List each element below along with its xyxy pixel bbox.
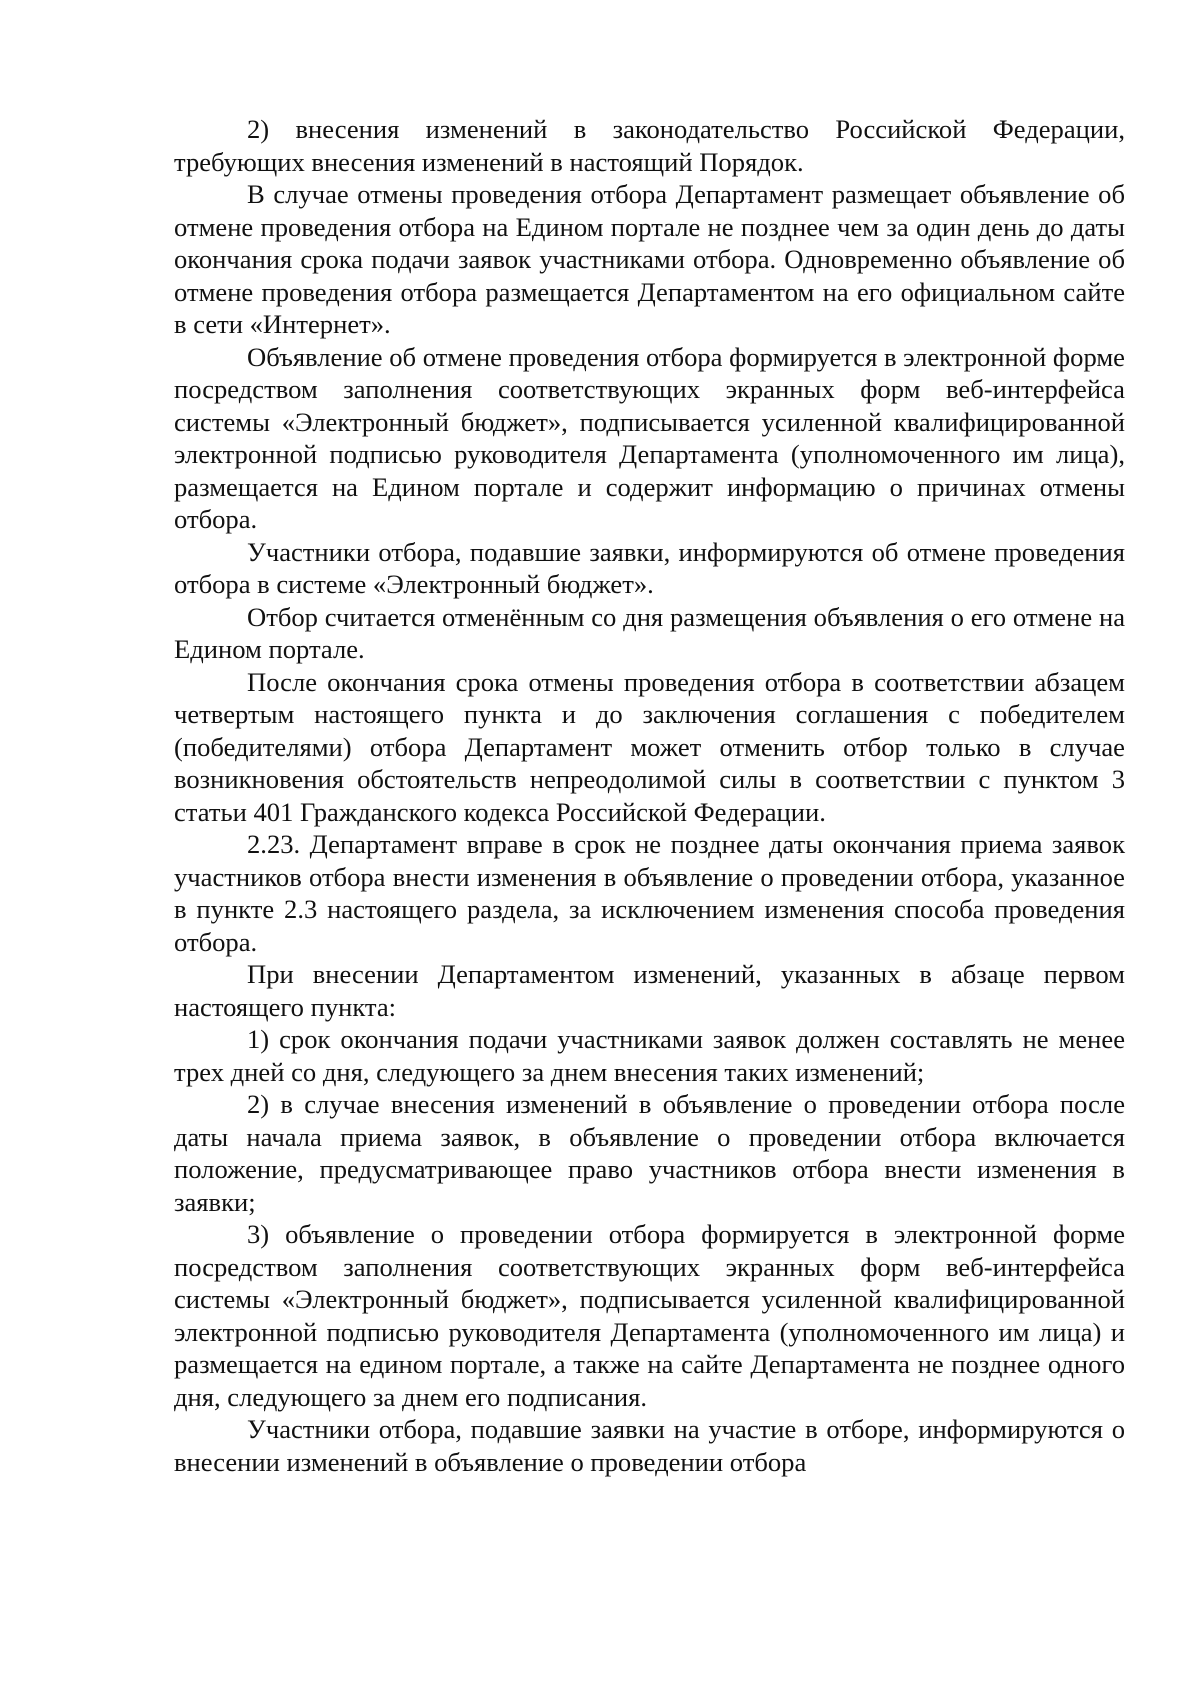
paragraph-9: 1) срок окончания подачи участниками заявок должен составлять не менее трех дней со дня, следующего за днем внесения таких изменений; bbox=[174, 1024, 1125, 1087]
paragraph-5: Отбор считается отменённым со дня размещения объявления о его отмене на Едином портале. bbox=[174, 601, 1125, 664]
paragraph-10: 2) в случае внесения изменений в объявление о проведении отбора после даты начала приема заявок, в объявление о проведении отбора включается положение, предусматривающее право участников отбора внести изменения в заявки; bbox=[174, 1089, 1125, 1217]
paragraph-3: Объявление об отмене проведения отбора формируется в электронной форме посредством заполнения соответствующих экранных форм веб-интерфейса системы «Электронный бюджет», подписывается усиленной квалифицированной электронной подписью руководителя Департамента (уполномоченного им лица), размещается на Едином портале и содержит информацию о причинах отмены отбора. bbox=[174, 341, 1125, 534]
paragraph-2: В случае отмены проведения отбора Департамент размещает объявление об отмене проведения отбора на Едином портале не позднее чем за один день до даты окончания срока подачи заявок участниками отбора. Одновременно объявление об отмене проведения отбора размещается Департаментом на его официальном сайте в сети «Интернет». bbox=[174, 179, 1125, 339]
document-page bbox=[174, 113, 1125, 1478]
paragraph-6: После окончания срока отмены проведения отбора в соответствии абзацем четвертым настоящего пункта и до заключения соглашения с победителем (победителями) отбора Департамент может отменить отбор только в случае возникновения обстоятельств непреодолимой силы в соответствии с пунктом 3 статьи 401 Гражданского кодекса Российской Федерации. bbox=[174, 666, 1125, 827]
paragraph-1: 2) внесения изменений в законодательство Российской Федерации, требующих внесения изменений в настоящий Порядок. bbox=[174, 114, 1125, 177]
paragraph-7: 2.23. Департамент вправе в срок не позднее даты окончания приема заявок участников отбора внести изменения в объявление о проведении отбора, указанное в пункте 2.3 настоящего раздела, за исключением изменения способа проведения отбора. bbox=[174, 829, 1125, 957]
paragraph-11: 3) объявление о проведении отбора формируется в электронной форме посредством заполнения соответствующих экранных форм веб-интерфейса системы «Электронный бюджет», подписывается усиленной квалифицированной электронной подписью руководителя Департамента (уполномоченного им лица) и размещается на едином портале, а также на сайте Департамента не позднее одного дня, следующего за днем его подписания. bbox=[174, 1219, 1125, 1412]
paragraph-12: Участники отбора, подавшие заявки на участие в отборе, информируются о внесении изменений в объявление о проведении отбора bbox=[174, 1414, 1125, 1477]
paragraph-4: Участники отбора, подавшие заявки, информируются об отмене проведения отбора в системе «Электронный бюджет». bbox=[174, 536, 1125, 599]
paragraph-8: При внесении Департаментом изменений, указанных в абзаце первом настоящего пункта: bbox=[174, 959, 1125, 1022]
